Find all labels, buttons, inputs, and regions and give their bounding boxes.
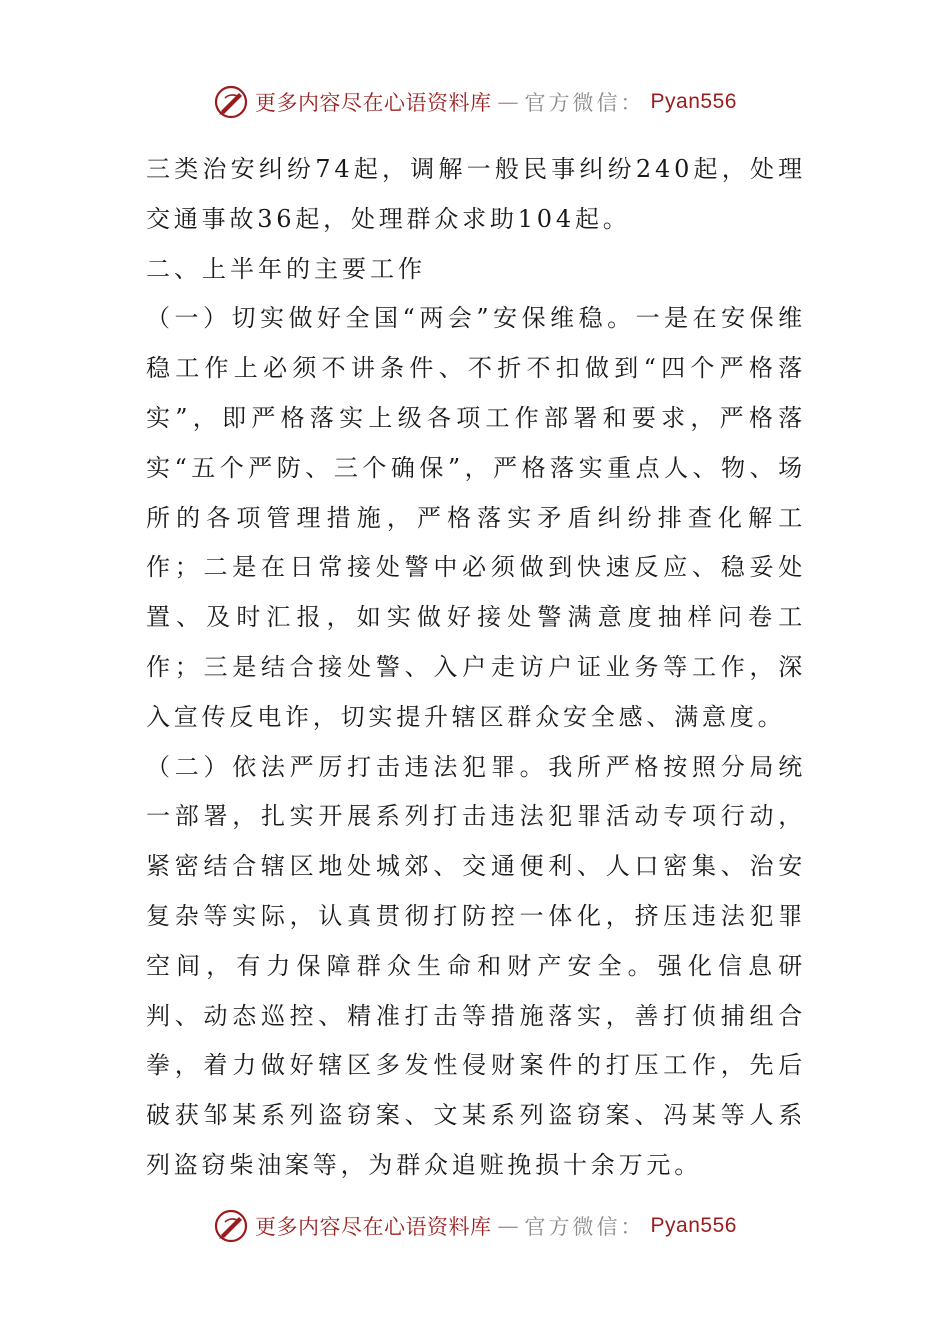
pen-seal-icon: [213, 84, 249, 120]
section-heading: 二、上半年的主要工作: [146, 254, 426, 283]
pen-seal-icon: [213, 1208, 249, 1244]
paragraph-security: （一）切实做好全国“两会”安保维稳。一是在安保维稳工作上必须不讲条件、不折不扣做到“四个严格落实”，即严格落实上级各项工作部署和要求，严格落实“五个严防、三个确保”，严格落实重点人、物、场所的各项管理措施，严格落实矛盾纠纷排查化解工作；二是在日常接处警中必须做到快速反应、稳妥处置、及时汇报，如实做好接处警满意度抽样问卷工作；三是结合接处警、入户走访户证业务等工作，深入宣传反电诈，切实提升辖区群众安全感、满意度。: [146, 304, 806, 731]
footer-watermark: [0, 1208, 950, 1244]
watermark-separator: —: [497, 1214, 519, 1238]
header-watermark: [0, 84, 950, 120]
watermark-wechat-label: 官方微信：: [524, 91, 645, 115]
paragraph-crackdown: （二）依法严厉打击违法犯罪。我所严格按照分局统一部署，扎实开展系列打击违法犯罪活动专项行动，紧密结合辖区地处城郊、交通便利、人口密集、治安复杂等实际，认真贯彻打防控一体化，挤压违法犯罪空间，有力保障群众生命和财产安全。强化信息研判、动态巡控、精准打击等措施落实，善打侦捕组合拳，着力做好辖区多发性侵财案件的打压工作，先后破获邹某系列盗窃案、文某系列盗窃案、冯某等人系列盗窃柴油案等，为群众追赃挽损十余万元。: [146, 752, 806, 1179]
paragraph-statistics: 三类治安纠纷74起，调解一般民事纠纷240起，处理交通事故36起，处理群众求助104起。: [146, 155, 806, 233]
watermark-wechat-id: Pyan556: [650, 90, 737, 113]
watermark-wechat-id: Pyan556: [650, 1214, 737, 1237]
watermark-wechat-label: 官方微信：: [524, 1215, 645, 1239]
document-body: [146, 145, 806, 1191]
watermark-site-text: 更多内容尽在心语资料库: [255, 91, 492, 115]
watermark-separator: —: [497, 90, 519, 114]
watermark-site-text: 更多内容尽在心语资料库: [255, 1215, 492, 1239]
